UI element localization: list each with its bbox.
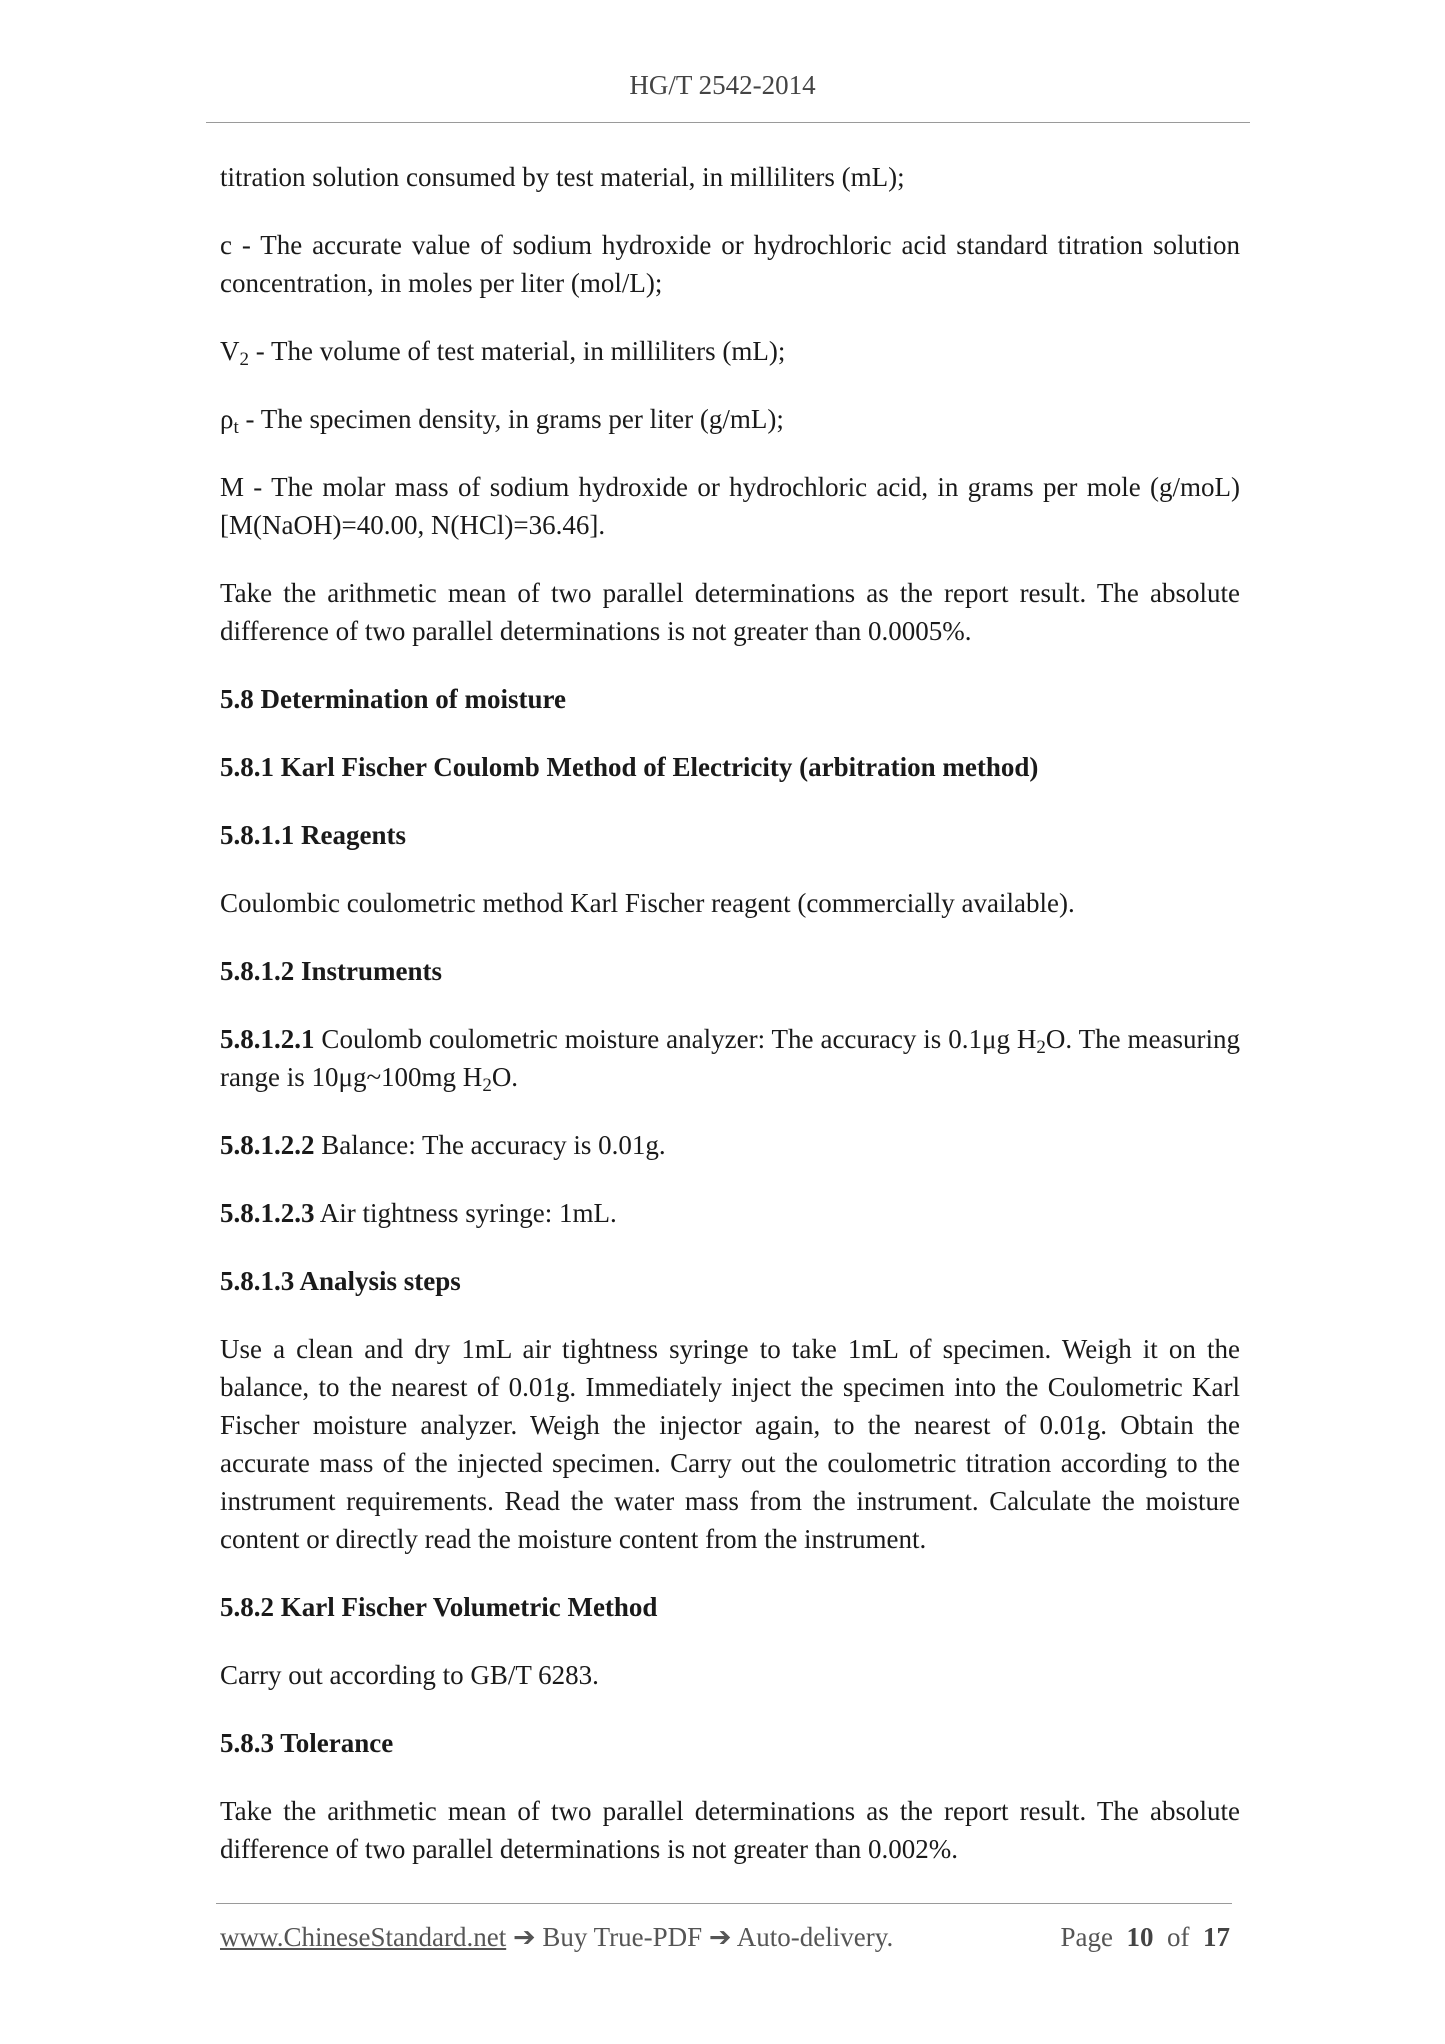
auto-delivery-text: Auto-delivery. xyxy=(736,1922,894,1952)
footer-divider xyxy=(216,1903,1232,1904)
arrow-icon: ➔ xyxy=(512,1922,536,1952)
section-heading-5-8-1-1: 5.8.1.1 Reagents xyxy=(220,820,406,850)
page-number: 10 xyxy=(1126,1922,1154,1952)
page-total: 17 xyxy=(1203,1922,1230,1952)
site-link[interactable]: www.ChineseStandard.net xyxy=(220,1922,507,1952)
section-heading-5-8-3: 5.8.3 Tolerance xyxy=(220,1728,394,1758)
paragraph-analysis-steps: Use a clean and dry 1mL air tightness syringe to take 1mL of specimen. Weigh it on the balance, to the nearest of 0.01g. Immediately inject the specimen into the Coulometric Karl Fischer moisture analyzer. Weigh the injector again, to the nearest of 0.01g. Obtain the accurate mass of the injected specimen. Carry out the coulometric titration according to the instrument requirements. Read the water mass from the instrument. Calculate the moisture content or directly read the moisture content from the instrument. xyxy=(220,1334,1240,1554)
section-heading-5-8-1-3: 5.8.1.3 Analysis steps xyxy=(220,1266,461,1296)
paragraph-volumetric-method: Carry out according to GB/T 6283. xyxy=(220,1660,599,1690)
section-heading-5-8: 5.8 Determination of moisture xyxy=(220,684,566,714)
paragraph-result-rule: Take the arithmetic mean of two parallel determinations as the report result. The absolute difference of two parallel determinations is not greater than 0.0005%. xyxy=(220,578,1240,646)
section-heading-5-8-1-2: 5.8.1.2 Instruments xyxy=(220,956,443,986)
paragraph-tolerance: Take the arithmetic mean of two parallel determinations as the report result. The absolute difference of two parallel determinations is not greater than 0.002%. xyxy=(220,1796,1240,1864)
page-label: Page xyxy=(1060,1922,1113,1952)
paragraph-instrument-balance: 5.8.1.2.2 Balance: The accuracy is 0.01g. xyxy=(220,1130,666,1160)
paragraph-density-def: $\rho_t$ - The specimen density, in grams per liter (g/mL); xyxy=(220,404,784,438)
paragraph-titration-volume: titration solution consumed by test material, in milliliters (mL); xyxy=(220,162,905,192)
paragraph-concentration-def: c - The accurate value of sodium hydroxide or hydrochloric acid standard titration solution concentration, in moles per liter (mol/L); xyxy=(220,230,1240,298)
document-id: HG/T 2542-2014 xyxy=(629,70,816,100)
buy-pdf-text: Buy True-PDF xyxy=(542,1922,703,1952)
page-indicator xyxy=(1061,1922,1230,1953)
paragraph-instrument-analyzer: 5.8.1.2.1 Coulomb coulometric moisture analyzer: The accuracy is 0.1μg $H_2O$. The measuring range is 10μg~100mg $H_2O$. xyxy=(220,1024,1240,1096)
arrow-icon: ➔ xyxy=(708,1922,732,1952)
of-label: of xyxy=(1167,1922,1190,1952)
paragraph-volume-def: $V_2$ - The volume of test material, in milliliters (mL); xyxy=(220,336,786,370)
paragraph-reagents: Coulombic coulometric method Karl Fischer reagent (commercially available). xyxy=(220,888,1075,918)
footer-promo xyxy=(220,1922,893,1953)
header-divider xyxy=(206,122,1250,123)
section-heading-5-8-1: 5.8.1 Karl Fischer Coulomb Method of Electricity (arbitration method) xyxy=(220,752,1039,782)
document-header xyxy=(0,70,1445,101)
section-heading-5-8-2: 5.8.2 Karl Fischer Volumetric Method xyxy=(220,1592,658,1622)
page-body xyxy=(220,158,1240,1898)
paragraph-instrument-syringe: 5.8.1.2.3 Air tightness syringe: 1mL. xyxy=(220,1198,617,1228)
paragraph-molar-mass-def: M - The molar mass of sodium hydroxide or hydrochloric acid, in grams per mole (g/moL) [M(NaOH)=40.00, N(HCl)=36.46]. xyxy=(220,472,1240,540)
